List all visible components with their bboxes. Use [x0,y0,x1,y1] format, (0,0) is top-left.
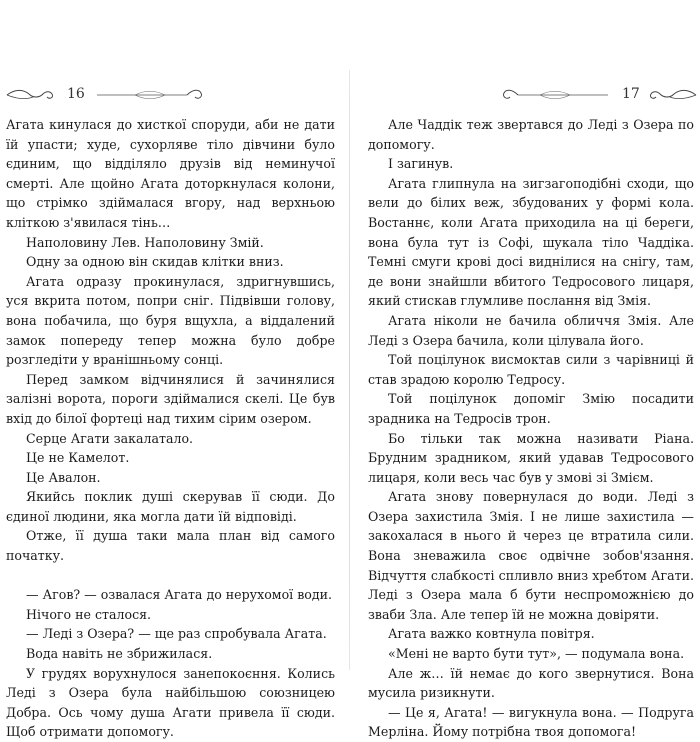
right-page-text [368,115,694,742]
paragraph: Але Чаддік теж звертався до Леді з Озера по допомогу. [368,117,694,152]
scroll-ornament-icon [500,80,610,110]
right-page [350,0,700,740]
page-number: 16 [67,86,85,102]
paragraph: Це Авалон. [26,469,101,485]
scroll-ornament-icon [95,80,205,110]
paragraph: — Леді з Озера? — ще раз спробувала Агата. [26,626,327,642]
paragraph: «Мені не варто бути тут», — подумала вона. [388,646,685,662]
left-page-text [6,115,335,742]
paragraph: Але ж… їй немає до кого звернутися. Вона мусила ризикнути. [368,665,694,701]
paragraph: — Це я, Агата! — вигукнула вона. — Подруга Мерліна. Йому потрібна твоя допомога! [368,704,694,740]
paragraph: Агата ніколи не бачила обличчя Змія. Але Леді з Озера бачила, коли цілувала його. [368,312,694,348]
page-number: 17 [622,86,640,102]
paragraph: Перед замком відчинялися й зачинялися залізні ворота, пороги здіймалися скелі. Це був вхід до білої фортеці над тихим сірим озером. [6,371,335,426]
paragraph: Одну за одною він скидав клітки вниз. [26,254,284,270]
paragraph: Агата важко ковтнула повітря. [388,626,595,642]
paragraph: Це не Камелот. [26,450,130,466]
paragraph: Той поцілунок допоміг Змію посадити зрадника на Тедросів трон. [368,391,694,426]
paragraph: — Агов? — озвалася Агата до нерухомої води. [26,587,333,603]
paragraph: Нічого не сталося. [26,606,152,622]
right-page-header [500,80,695,110]
left-page [0,0,350,740]
paragraph: Вода навіть не збрижилася. [26,646,213,662]
flourish-ornament-icon [646,80,698,110]
paragraph: Якийсь поклик душі скерував її сюди. До єдиної людини, яка могла дати їй відповіді. [6,489,335,524]
paragraph: Той поцілунок висмоктав сили з чарівниці й став зрадою королю Тедросу. [368,352,694,387]
paragraph: Наполовину Лев. Наполовину Змій. [26,234,264,250]
paragraph: Отже, її душа таки мала план від самого початку. [6,528,335,564]
paragraph: У грудях ворухнулося занепокоєння. Колись Леді з Озера була найбільшою союзницею Добра. Ось чому душа Агати привела її сюди. Щоб отримати допомогу. [6,665,335,740]
flourish-ornament-icon [5,80,57,110]
paragraph: Агата кинулася до хисткої споруди, аби не дати їй упасти; худе, сухорляве тіло дівчини було єдиним, що відділяло друзів від неминучої смерті. Але щойно Агата доторкнулася колони, що стрімко здіймалася вгору, над верхньою кліткою з'явилася тінь… [6,117,335,230]
paragraph: Агата одразу прокинулася, здригнувшись, уся вкрита потом, попри сніг. Підвівши голову, вона побачила, що буря вщухла, а віддалений замок попереду тепер можна було добре розгледіти у вранішньому сонці. [6,273,335,368]
paragraph: І загинув. [388,156,454,172]
paragraph: Бо тільки так можна називати Ріана. Брудним зрадником, який удавав Тедросового лицаря, коли весь час був у змові зі Змієм. [368,430,694,485]
paragraph: Агата глипнула на зигзагоподібні сходи, що вели до білих веж, збудованих у формі кола. Востаннє, коли Агата приходила на ці береги, вона була тут із Софі, шукала тіло Чаддіка. Темні смуги крові досі виднілися на снігу, там, де вони знайшли вбитого Тедросового лицаря, який стискав глумливе послання від Змія. [368,175,694,309]
paragraph: Серце Агати закалатало. [26,430,194,446]
left-page-header [5,80,205,110]
paragraph: Агата знову повернулася до води. Леді з Озера захистила Змія. І не лише захистила — закохалася в нього й через це втратила сили. Вона зневажила своє одвічне зобов'язання. Відчуття слабкості спливло вниз хребтом Агати. Леді з Озера мала б бути неспроможнією до зваби Зла. Але тепер їй не можна довіряти. [368,489,694,622]
